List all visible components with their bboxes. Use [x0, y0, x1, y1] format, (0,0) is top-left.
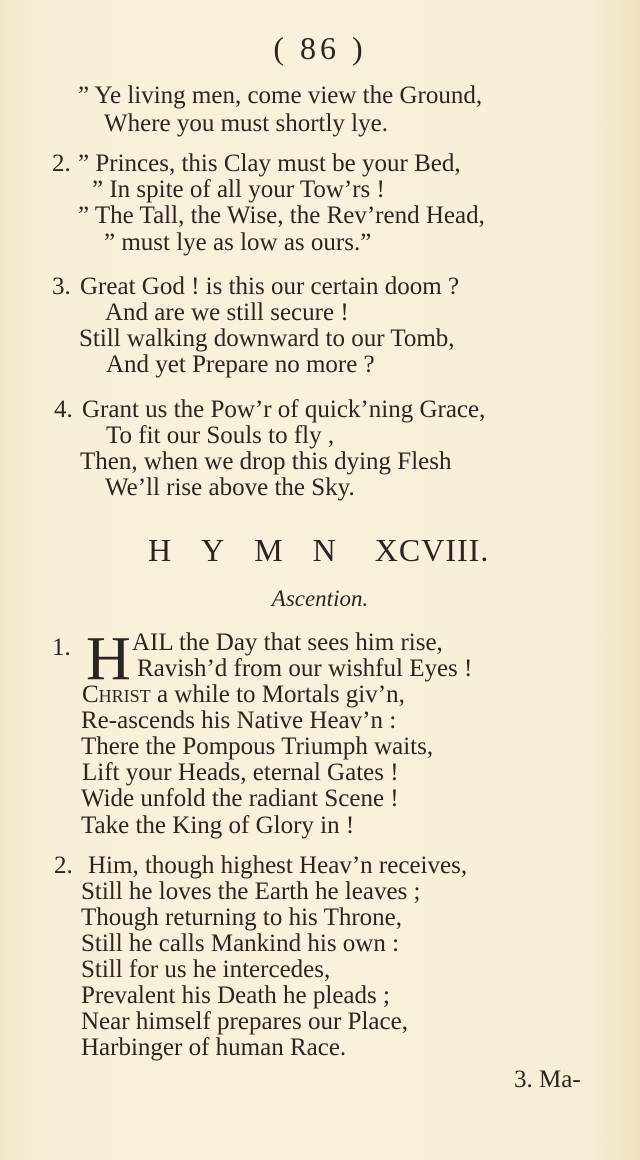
verse-line: And are we still secure !	[105, 299, 349, 326]
stanza-number: 1.	[52, 634, 71, 661]
verse-line: We’ll rise above the Sky.	[105, 474, 355, 501]
verse-line: ” must lye as low as ours.”	[104, 229, 372, 256]
verse-line: Near himself prepares our Place,	[81, 1008, 408, 1035]
verse-line: Prevalent his Death he pleads ;	[81, 982, 390, 1009]
hymn-title-word: HYMN	[148, 532, 366, 568]
verse-line: Wide unfold the radiant Scene !	[81, 785, 399, 812]
verse-line	[82, 681, 405, 709]
christ-word: Christ	[82, 681, 151, 708]
verse-line: Him, though highest Heav’n receives,	[88, 852, 468, 879]
verse-line: To fit our Souls to fly ,	[106, 422, 335, 449]
verse-line: Then, when we drop this dying Flesh	[80, 448, 452, 475]
verse-line: ” Ye living men, come view the Ground,	[78, 82, 483, 109]
stanza-number: 2.	[54, 852, 73, 879]
verse-line: There the Pompous Triumph waits,	[81, 733, 434, 760]
verse-line: ” In spite of all your Tow’rs !	[92, 176, 385, 203]
verse-line-rest: a while to Mortals giv’n,	[156, 681, 405, 708]
verse-line: Still he calls Mankind his own :	[81, 930, 400, 957]
verse-line: Still he loves the Earth he leaves ;	[81, 878, 421, 905]
verse-line: Great God ! is this our certain doom ?	[80, 273, 460, 300]
hymn-title	[148, 532, 489, 569]
verse-line: Though returning to his Throne,	[81, 904, 403, 931]
verse-line: Lift your Heads, eternal Gates !	[82, 759, 399, 786]
hymn-title-number: XCVIII.	[374, 532, 490, 568]
verse-line: Still walking downward to our Tomb,	[79, 325, 455, 352]
verse-line: And yet Prepare no more ?	[106, 351, 375, 378]
verse-line: Ravish’d from our wishful Eyes !	[137, 655, 473, 682]
verse-line: Re-ascends his Native Heav’n :	[81, 707, 397, 734]
drop-cap: H	[86, 625, 131, 693]
catchword: 3. Ma-	[514, 1066, 581, 1093]
verse-line: ” The Tall, the Wise, the Rev’rend Head,	[78, 202, 485, 229]
page-number: ( 86 )	[273, 30, 367, 66]
verse-line: Harbinger of human Race.	[81, 1034, 347, 1061]
verse-line: Take the King of Glory in !	[81, 812, 355, 839]
stanza-number: 4.	[54, 396, 73, 423]
stanza-number: 2.	[52, 150, 71, 177]
verse-line: AIL the Day that sees him rise,	[132, 629, 443, 656]
verse-line: Where you must shortly lye.	[104, 110, 388, 137]
stanza-number: 3.	[52, 273, 71, 300]
verse-line: Grant us the Pow’r of quick’ning Grace,	[82, 396, 486, 423]
verse-line: Still for us he intercedes,	[81, 956, 331, 983]
hymn-subtitle: Ascention.	[271, 586, 369, 611]
verse-line: ” Princes, this Clay must be your Bed,	[78, 150, 461, 177]
